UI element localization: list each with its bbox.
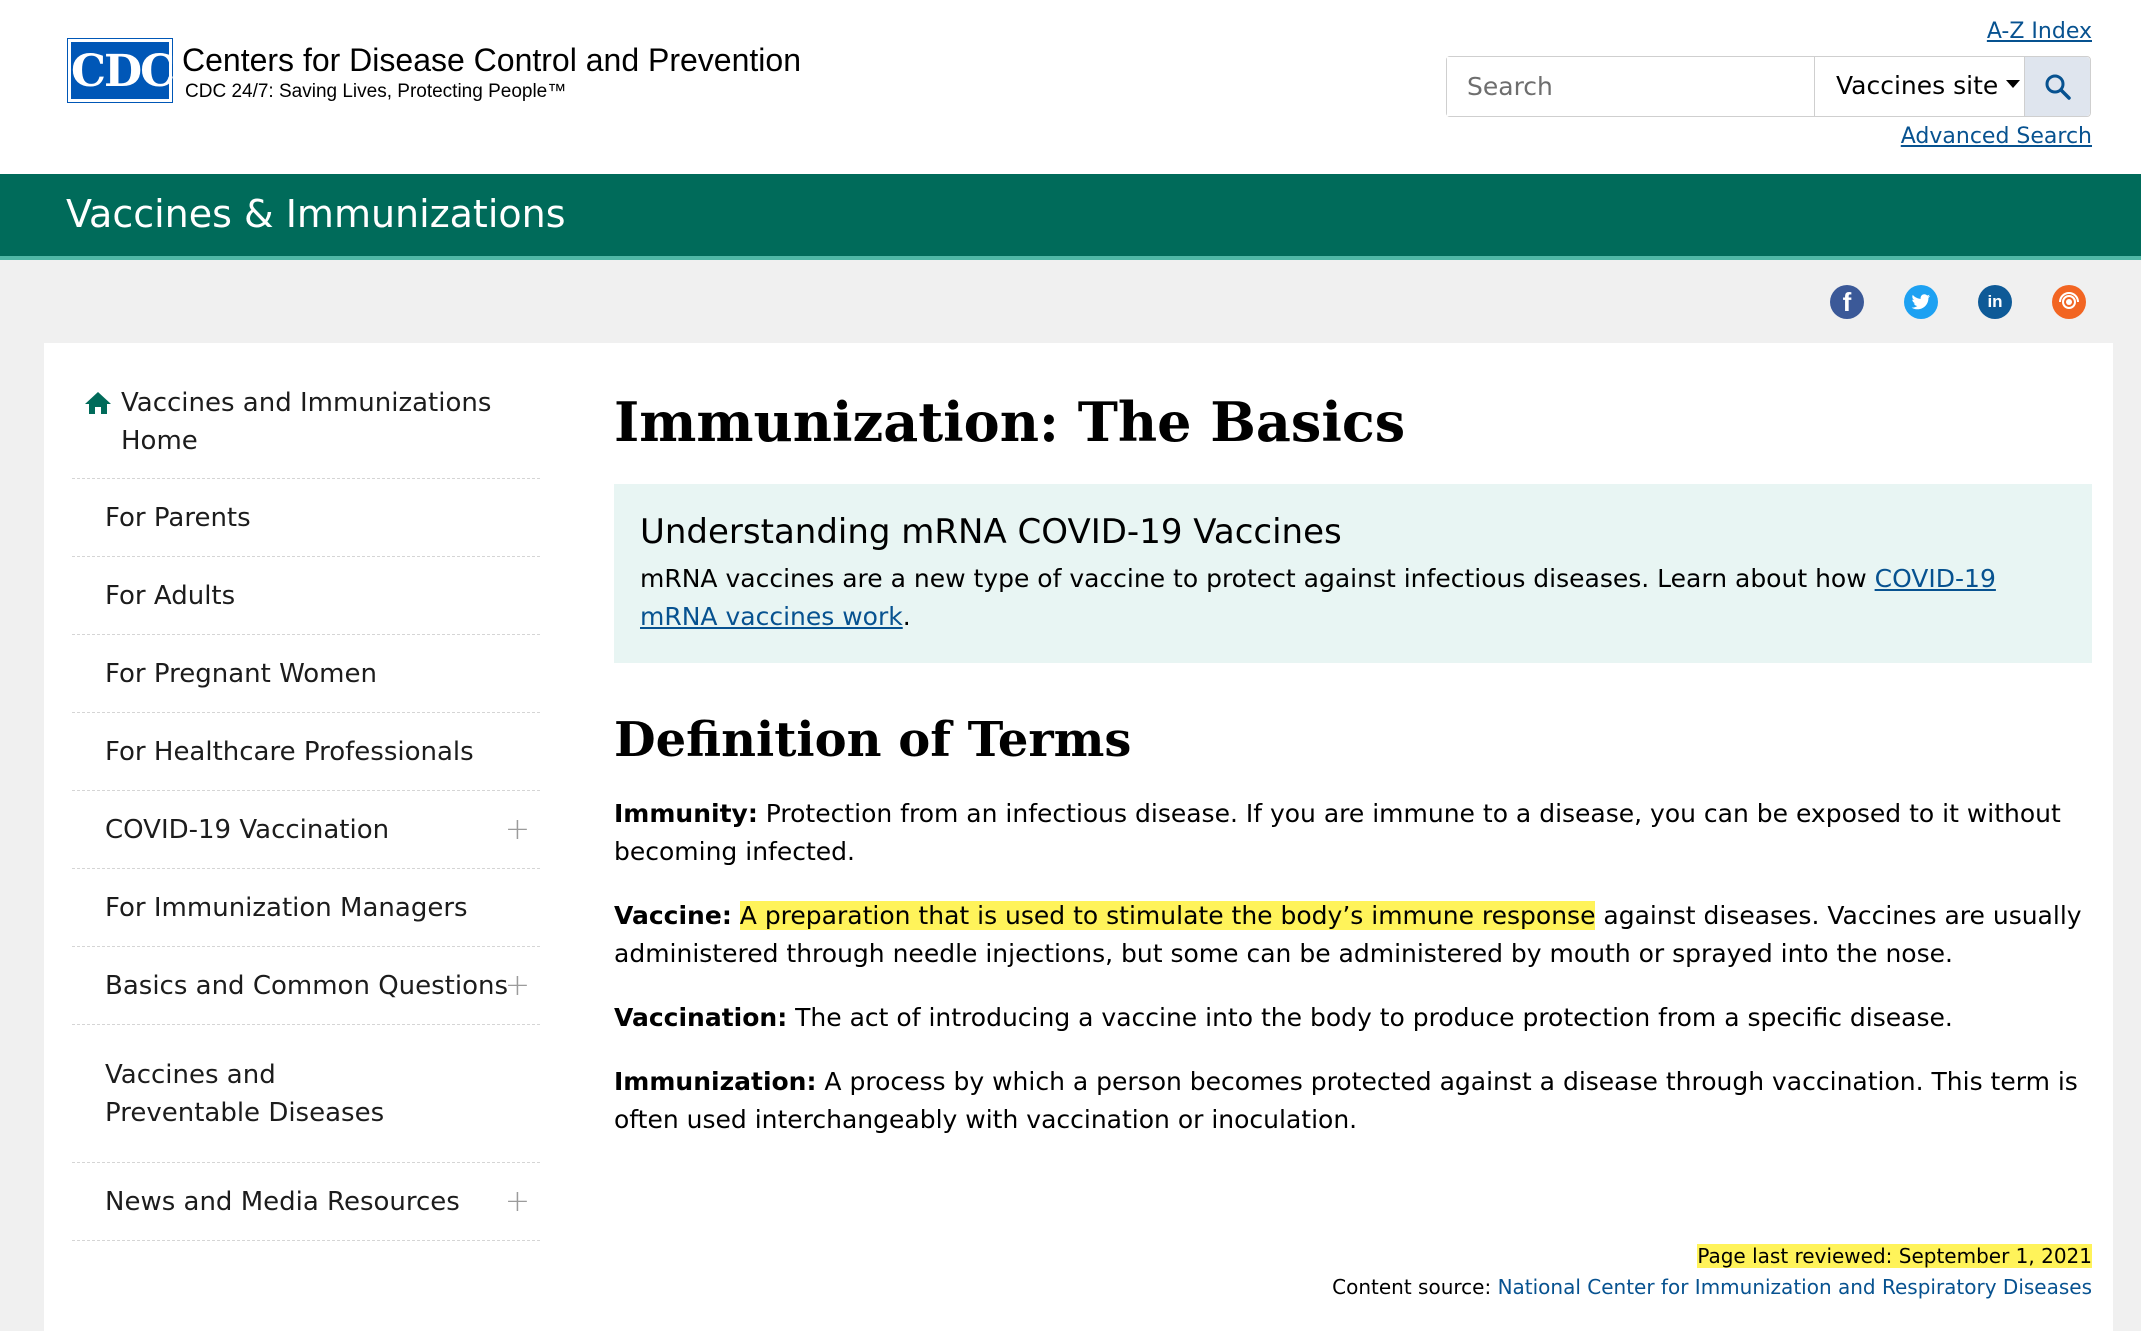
- search-scope-label: Vaccines site: [1836, 71, 1999, 100]
- content-source-label: Content source:: [1332, 1275, 1498, 1299]
- callout-body: [640, 560, 2066, 636]
- term-label: Vaccination:: [614, 1003, 788, 1032]
- callout-title: Understanding mRNA COVID-19 Vaccines: [640, 512, 1342, 552]
- org-tagline: CDC 24/7: Saving Lives, Protecting People™: [185, 81, 567, 102]
- sidebar-item-home[interactable]: [72, 375, 540, 479]
- linkedin-icon[interactable]: [1978, 285, 2012, 319]
- last-reviewed: Page last reviewed: September 1, 2021: [1697, 1244, 2092, 1268]
- term-definition: The act of introducing a vaccine into the body to produce protection from a specific disease.: [787, 1003, 1953, 1032]
- sidebar-item-label: COVID-19 Vaccination: [105, 814, 390, 845]
- syndication-rings-icon: [2058, 291, 2080, 313]
- sidebar-item-label: News and Media Resources: [105, 1186, 460, 1217]
- twitter-icon[interactable]: [1904, 285, 1938, 319]
- term-immunity: [614, 795, 2092, 871]
- content-source-link[interactable]: National Center for Immunization and Respiratory Diseases: [1497, 1275, 2092, 1299]
- search-bar: [1446, 56, 2091, 117]
- site-header: [0, 0, 2141, 174]
- sidebar-item-label: For Parents: [105, 502, 251, 533]
- sidebar-item-label: For Healthcare Professionals: [105, 736, 474, 767]
- cdc-logo-text: CDC: [71, 46, 174, 97]
- facebook-glyph: f: [1842, 286, 1852, 317]
- cdc-logo[interactable]: [68, 39, 172, 102]
- term-label: Vaccine:: [614, 901, 732, 930]
- terms-list: [614, 795, 2092, 1165]
- term-definition: A process by which a person becomes protected against a disease through vaccination. This term is often used interchangeably with vaccination or inoculation.: [614, 1067, 2078, 1134]
- syndicate-icon[interactable]: [2052, 285, 2086, 319]
- sidebar-item-immunization-managers[interactable]: [72, 869, 540, 947]
- expand-plus-icon[interactable]: +: [504, 811, 530, 847]
- sidebar-item-label: Vaccines and Preventable Diseases: [105, 1059, 385, 1128]
- mrna-callout: [614, 484, 2092, 663]
- sidebar-item-healthcare-professionals[interactable]: [72, 713, 540, 791]
- highlighted-text: A preparation that is used to stimulate the body’s immune response: [739, 901, 1596, 930]
- sidebar-item-label: For Pregnant Women: [105, 658, 377, 689]
- term-vaccination: [614, 999, 2092, 1037]
- sidebar-item-news-media[interactable]: [72, 1163, 540, 1241]
- term-definition: against diseases. Vaccines are usually administered through needle injections, but some can be administered by mouth or sprayed into the nose.: [614, 901, 2082, 968]
- content-source: [1332, 1275, 2092, 1299]
- expand-plus-icon[interactable]: +: [504, 967, 530, 1003]
- linkedin-glyph: in: [1987, 292, 2003, 311]
- term-immunization: [614, 1063, 2092, 1139]
- sidebar-item-label: Vaccines and Immunizations Home: [121, 388, 492, 456]
- caret-down-icon: [2006, 80, 2020, 88]
- term-label: Immunization:: [614, 1067, 817, 1096]
- page-title: Immunization: The Basics: [614, 390, 1406, 454]
- home-icon: [84, 391, 112, 415]
- sidebar-item-parents[interactable]: [72, 479, 540, 557]
- twitter-bird-icon: [1911, 293, 1931, 311]
- org-name[interactable]: Centers for Disease Control and Prevention: [182, 42, 801, 78]
- search-button[interactable]: [2024, 57, 2090, 116]
- sidebar-item-pregnant-women[interactable]: [72, 635, 540, 713]
- search-scope-dropdown[interactable]: [1836, 71, 2020, 100]
- facebook-icon[interactable]: [1830, 285, 1864, 319]
- sidebar-item-label: Basics and Common Questions: [105, 970, 509, 1001]
- search-icon: [2044, 73, 2072, 101]
- callout-text: mRNA vaccines are a new type of vaccine to protect against infectious diseases. Learn about how: [640, 564, 1875, 593]
- banner-title[interactable]: Vaccines & Immunizations: [66, 192, 566, 236]
- az-index-link[interactable]: A-Z Index: [1986, 19, 2092, 44]
- sidebar-item-basics-questions[interactable]: [72, 947, 540, 1025]
- term-vaccine: [614, 897, 2092, 973]
- sidebar-item-preventable-diseases[interactable]: [72, 1025, 540, 1163]
- search-input[interactable]: [1447, 57, 1815, 116]
- site-banner: [0, 174, 2141, 260]
- expand-plus-icon[interactable]: +: [504, 1183, 530, 1219]
- sidebar-nav: [72, 375, 540, 1241]
- callout-text-end: .: [902, 602, 911, 631]
- term-label: Immunity:: [614, 799, 758, 828]
- sidebar-item-label: For Adults: [105, 580, 236, 611]
- sidebar-item-adults[interactable]: [72, 557, 540, 635]
- sidebar-item-covid-vaccination[interactable]: [72, 791, 540, 869]
- term-definition: Protection from an infectious disease. If you are immune to a disease, you can be exposed to it without becoming infected.: [614, 799, 2061, 866]
- advanced-search-link[interactable]: Advanced Search: [1900, 124, 2092, 149]
- terms-heading: Definition of Terms: [614, 712, 1132, 768]
- sidebar-item-label: For Immunization Managers: [105, 892, 468, 923]
- covid-mrna-link[interactable]: COVID-19 mRNA vaccines work: [640, 564, 1996, 631]
